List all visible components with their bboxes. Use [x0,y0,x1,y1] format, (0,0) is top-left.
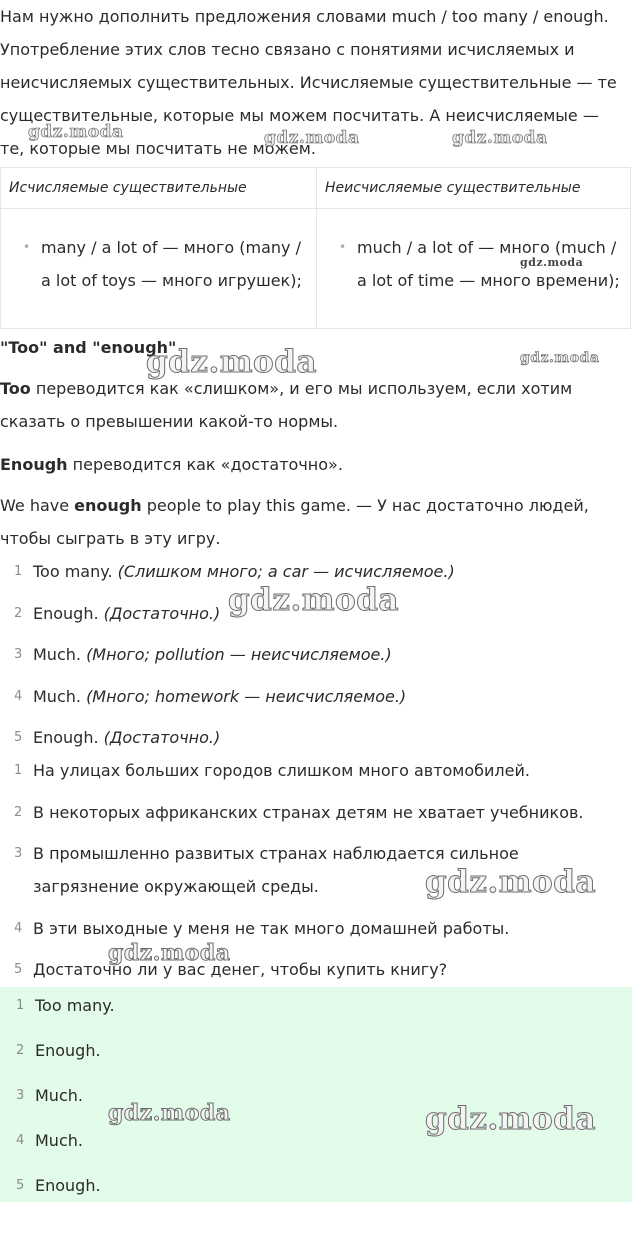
watermark: gdz.moda [452,128,548,148]
list-note: (Много; homework — неисчисляемое.) [86,686,407,706]
list-item [0,680,626,713]
watermark: gdz.moda [425,864,596,900]
answer-item [0,1085,632,1130]
answer-text: Enough. [35,1176,101,1195]
watermark: gdz.moda [228,582,399,618]
answer-text: Much. [35,1131,83,1150]
list-text: В промышленно развитых странах наблюдается сильное загрязнение окружающей среды. [33,844,519,896]
list-text: На улицах больших городов слишком много автомобилей. [33,761,530,780]
table-header-countable: Исчисляемые существительные [9,180,247,196]
section-heading: "Too" and "enough" [0,338,177,357]
watermark: gdz.moda [264,128,360,148]
list-number: 2 [14,605,23,621]
answer-item [0,995,632,1040]
watermark: gdz.moda [425,1101,596,1137]
list-word: Enough. [33,603,99,623]
list-number: 2 [14,804,23,820]
list-text: В некоторых африканских странах детям не хватает учебников. [33,802,584,822]
list-item [0,555,626,588]
answer-text: Enough. [35,1041,101,1060]
list-item [0,638,626,671]
table-header-uncountable: Неисчисляемые существительные [325,180,581,196]
table-cell-uncountable-item: • much / a lot of — много (much / a lot of time — много времени); [317,231,632,297]
list-number: 5 [14,962,23,977]
list-item [0,721,626,754]
list-text: В эти выходные у меня не так много домашней работы. [33,918,510,938]
enough-text: переводится как «достаточно». [67,455,343,474]
example-paragraph [0,489,626,555]
list-word: Much. [33,645,81,664]
list-number: 1 [14,564,23,579]
intro-paragraph: Нам нужно дополнить предложения словами much / too many / enough. Употребление этих слов тесно связано с понятиями исчисляемых и неисчисляемых существительных. Исчисляемые существительные — те существительные, которые мы можем посчитать. А неисчисляемые — те, которые мы посчитать не можем. [0,7,617,158]
list-word: Too many. [33,562,113,581]
too-paragraph [0,372,626,438]
enough-term: Enough [0,455,68,474]
answer-text: Too many. [35,996,115,1015]
table-header-row [1,168,630,209]
list-item [0,837,626,903]
watermark: gdz.moda [520,350,600,366]
too-text: переводится как «слишком», и его мы используем, если хотим сказать о превышении какой-то нормы. [0,379,573,431]
translation-list [0,754,626,995]
list-note: (Достаточно.) [103,728,221,747]
answer-number: 5 [16,1178,25,1193]
too-term: Too [0,379,31,398]
example-term: enough [74,496,142,515]
list-note: (Достаточно.) [103,603,221,623]
table-cell-uncountable [317,231,632,297]
list-number: 1 [14,763,23,778]
table-cell-countable [1,231,316,297]
list-number: 3 [14,846,23,861]
list-note: (Много; pollution — неисчисляемое.) [86,645,392,664]
list-word: Much. [33,686,81,706]
answer-number: 2 [16,1043,25,1058]
list-note: (Слишком много; a car — исчисляемое.) [117,562,455,581]
answer-number: 4 [16,1133,25,1148]
fill-in-list [0,555,626,763]
list-item [0,754,626,787]
answer-block [0,987,632,1202]
enough-paragraph [0,448,626,481]
list-item [0,796,626,829]
answer-number: 1 [16,998,25,1013]
list-item [0,953,626,986]
list-word: Enough. [33,728,99,747]
list-item [0,597,626,630]
list-number: 4 [14,688,23,704]
answer-number: 3 [16,1088,25,1103]
example-pre: We have [0,496,75,515]
list-number: 5 [14,730,23,745]
watermark: gdz.moda [520,256,584,269]
watermark: gdz.moda [108,1100,231,1126]
watermark: gdz.moda [28,122,124,142]
list-number: 3 [14,647,23,662]
list-item [0,912,626,945]
answer-item [0,1040,632,1085]
answer-item [0,1175,632,1220]
list-number: 4 [14,920,23,936]
table-cell-countable-item: • many / a lot of — много (many / a lot of toys — много игрушек); [1,231,316,297]
nouns-table [0,167,631,329]
watermark: gdz.moda [108,940,231,966]
watermark: gdz.moda [146,344,317,380]
list-text: Достаточно ли у вас денег, чтобы купить книгу? [33,960,448,979]
example-post: people to play this game. — У нас достаточно людей, чтобы сыграть в эту игру. [0,496,589,548]
answer-text: Much. [35,1086,83,1105]
answer-item [0,1130,632,1175]
